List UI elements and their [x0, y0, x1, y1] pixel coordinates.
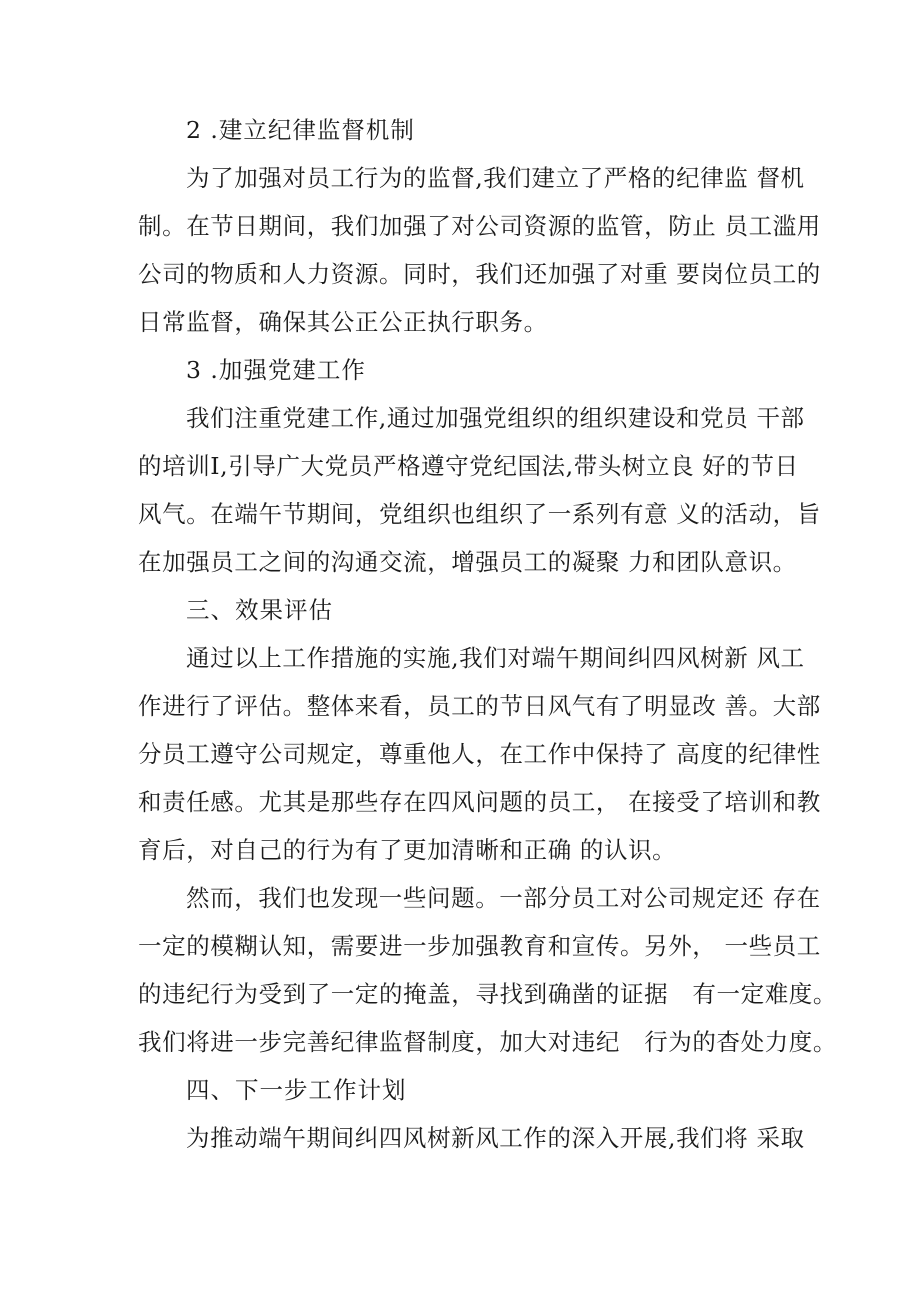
- paragraph-line: 育后，对自己的行为有了更加清晰和正确 的认识。: [138, 836, 677, 864]
- heading-next-steps: 四、下一步工作计划: [186, 1076, 407, 1104]
- paragraph-line: 在加强员工之间的沟通交流，增强员工的凝聚 力和团队意识。: [138, 548, 797, 576]
- paragraph-line: 和责任感。尤其是那些存在四风问题的员工， 在接受了培训和教: [138, 788, 821, 816]
- paragraph-line: 为推动端午期间纠四风树新风工作的深入开展,我们将 采取: [186, 1124, 805, 1152]
- paragraph-line: 风气。在端午节期间，党组织也组织了一系列有意 义的活动，旨: [138, 500, 821, 528]
- paragraph-line: 我们将进一步完善纪律监督制度，加大对违纪 行为的杳处力度。: [138, 1028, 838, 1056]
- heading-effect-evaluation: 三、效果评估: [186, 596, 333, 624]
- heading-discipline-supervision: 2 .建立纪律监督机制: [186, 116, 415, 144]
- paragraph-line: 我们注重党建工作,通过加强党组织的组织建设和党员 干部: [186, 404, 805, 432]
- paragraph-line: 通过以上工作措施的实施,我们对端午期间纠四风树新 风工: [186, 644, 805, 672]
- paragraph-line: 的培训I,引导广大党员严格遵守党纪国法,带头树立良 好的节日: [138, 452, 799, 480]
- paragraph-line: 作进行了评估。整体来看，员工的节日风气有了明显改 善。大部: [138, 692, 821, 720]
- paragraph-line: 为了加强对员工行为的监督,我们建立了严格的纪律监 督机: [186, 164, 805, 192]
- paragraph-line: 的违纪行为受到了一定的掩盖，寻找到确凿的证据 有一定难度。: [138, 980, 838, 1008]
- paragraph-line: 日常监督，确保其公正公正执行职务。: [138, 308, 548, 336]
- paragraph-line: 分员工遵守公司规定，尊重他人，在工作中保持了 高度的纪律性: [138, 740, 821, 768]
- heading-party-building: 3 .加强党建工作: [186, 356, 366, 384]
- paragraph-line: 公司的物质和人力资源。同时，我们还加强了对重 要岗位员工的: [138, 260, 821, 288]
- paragraph-line: 制。在节日期间，我们加强了对公司资源的监管，防止 员工滥用: [138, 212, 821, 240]
- paragraph-line: 一定的模糊认知，需要进一步加强教育和宣传。另外， 一些员工: [138, 932, 821, 960]
- paragraph-line: 然而，我们也发现一些问题。一部分员工对公司规定还 存在: [186, 884, 821, 912]
